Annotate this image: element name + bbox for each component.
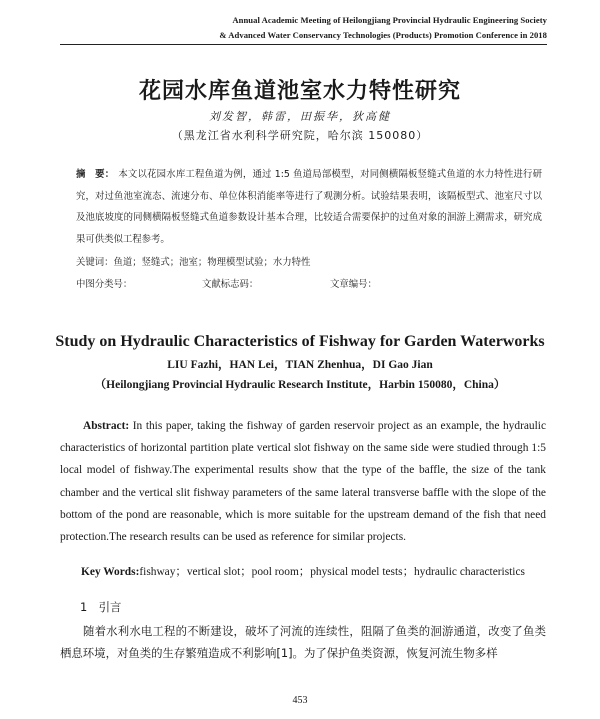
english-authors: LIU Fazhi，HAN Lei，TIAN Zhenhua，DI Gao Jian — [167, 359, 433, 371]
document-code-label: 文献标志码： — [202, 279, 259, 290]
chinese-keywords — [76, 254, 310, 268]
english-keywords — [60, 563, 546, 579]
chinese-abstract-text: 本文以花园水库工程鱼道为例，通过 1:5 鱼道局部模型，对同侧横隔板竖缝式鱼道的水力特性进行研究，对过鱼池室流态、流速分布、单位体积消能率等进行了观测分析。试验结果表明，该隔板型式、池室尺寸以及池底坡度的同侧横隔板竖缝式鱼道参数设计基本合理，比较适合需要保护的过鱼对象的洄游上溯需求，研究成果可供类似工程参考。 — [76, 169, 542, 245]
page-number: 453 — [292, 695, 308, 706]
english-abstract-label: Abstract: — [83, 420, 130, 432]
chinese-affiliation: （黑龙江省水利科学研究院，哈尔滨 150080） — [171, 129, 429, 142]
chinese-keywords-text: 鱼道；竖缝式；池室；物理模型试验；水力特性 — [113, 257, 311, 268]
english-keywords-label: Key Words: — [81, 566, 140, 578]
english-abstract — [60, 415, 546, 548]
header-divider — [60, 44, 547, 45]
article-number-label: 文章编号： — [330, 279, 377, 290]
chinese-authors: 刘发智，韩雷，田振华，狄高健 — [209, 110, 391, 123]
chinese-abstract — [76, 164, 542, 250]
english-abstract-text: In this paper, taking the fishway of garden reservoir project as an example, the hydraulic characteristics of horizontal partition plate vertical slot fishway on the same side were studied through 1:5 local model of fishway.The experimental results show that the type of the baffle, the size of the tank chamber and the vertical slit fishway parameters of the same lateral transverse baffle with the slope of the bottom of the pond are reasonable, which is more suitable for the upstream demand of the fish that need protection.The research results can be used as reference for similar projects. — [60, 420, 546, 544]
conference-header-line1: Annual Academic Meeting of Heilongjiang Provincial Hydraulic Engineering Society — [232, 15, 547, 25]
english-title: Study on Hydraulic Characteristics of Fishway for Garden Waterworks — [55, 333, 545, 350]
chinese-title: 花园水库鱼道池室水力特性研究 — [138, 79, 461, 104]
chinese-abstract-label: 摘 要： — [76, 169, 115, 180]
conference-header-line2: & Advanced Water Conservancy Technologies (Products) Promotion Conference in 2018 — [219, 30, 547, 40]
english-affiliation: （Heilongjiang Provincial Hydraulic Research Institute，Harbin 150080，China） — [94, 379, 506, 391]
english-keywords-text: fishway；vertical slot；pool room；physical model tests；hydraulic characteristics — [139, 566, 525, 578]
chinese-keywords-label: 关键词： — [76, 257, 114, 268]
class-number-label: 中图分类号： — [76, 279, 133, 290]
section-heading: 1 引言 — [80, 600, 122, 614]
section-body-text: 随着水利水电工程的不断建设，破坏了河流的连续性，阻隔了鱼类的洄游通道，改变了鱼类栖息环境，对鱼类的生存繁殖造成不利影响[1]。为了保护鱼类资源，恢复河流生物多样 — [60, 624, 546, 660]
